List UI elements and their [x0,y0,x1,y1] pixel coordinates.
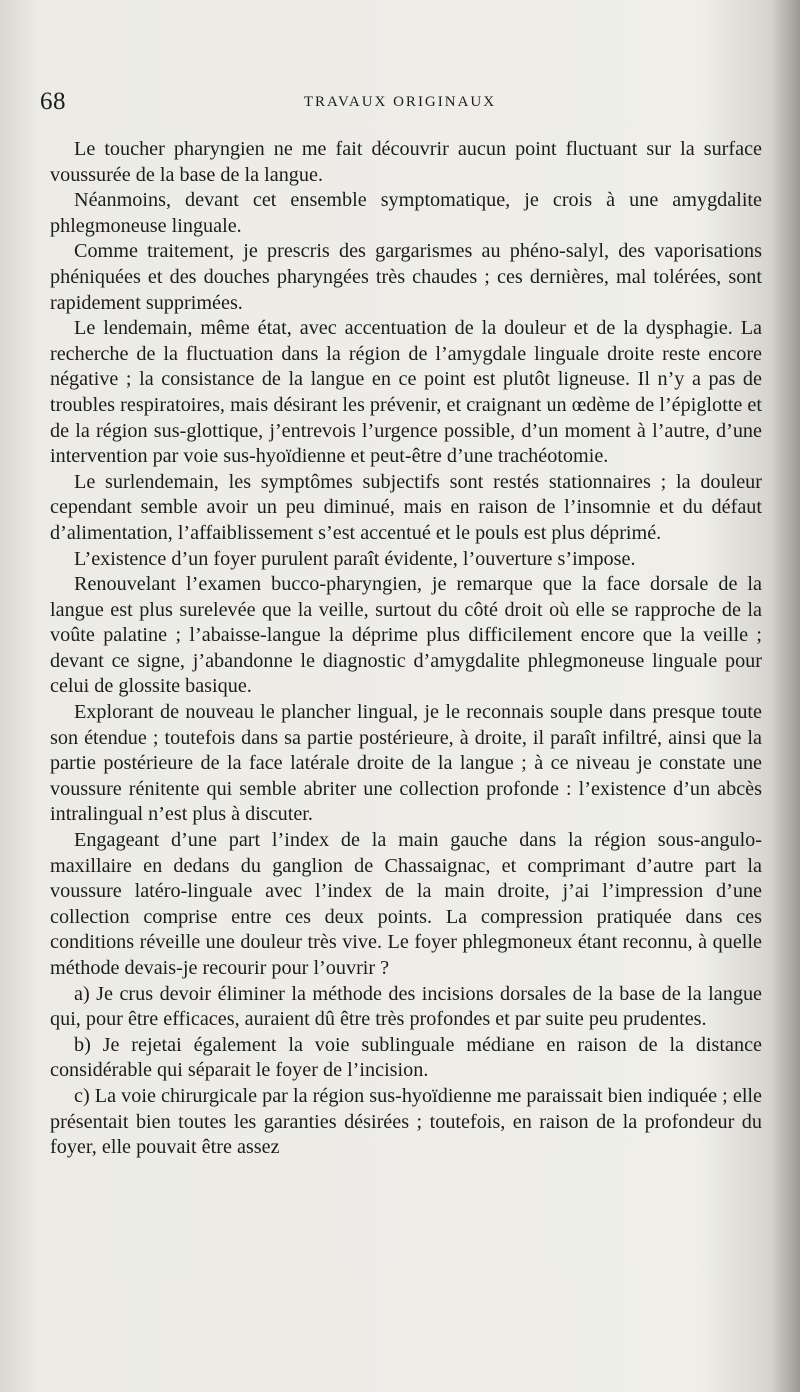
paragraph: Comme traitement, je prescris des gargarismes au phéno-salyl, des vaporisations phéniquées et des douches pharyngées très chaudes ; ces dernières, mal tolérées, sont rapidement supprimées. [50,240,762,314]
paragraph: Néanmoins, devant cet ensemble symptomatique, je crois à une amygdalite phlegmoneuse linguale. [50,189,762,237]
paragraph-item-b: b) Je rejetai également la voie sublinguale médiane en raison de la distance considérable qui séparait le foyer de l’incision. [50,1033,762,1082]
running-head: TRAVAUX ORIGINAUX [303,94,497,110]
paragraph-item-a: a) Je crus devoir éliminer la méthode des incisions dorsales de la base de la langue qui, pour être efficaces, auraient dû être très profondes et par suite peu prudentes. [50,982,762,1031]
page-number: 68 [40,88,66,115]
page-header [40,88,760,118]
paragraph-item-c: c) La voie chirurgicale par la région sus-hyoïdienne me paraissait bien indiquée ; elle présentait bien toutes les garanties désirées ; toutefois, en raison de la profondeur du foyer, elle pouvait être assez [50,1084,762,1159]
paragraph: Le surlendemain, les symptômes subjectifs sont restés stationnaires ; la douleur cependant semble avoir un peu diminué, mais en raison de l’insomnie et du défaut d’alimentation, l’affaiblissement s’est accentué et le pouls est plus déprimé. [50,470,762,544]
paragraph: Engageant d’une part l’index de la main gauche dans la région sous-angulo-maxillaire en dedans du ganglion de Chassaignac, et comprimant d’autre part la voussure latéro-linguale avec l’index de la main droite, j’ai l’impression d’une collection comprise entre ces deux points. La compression pratiquée dans ces conditions réveille une douleur très vive. Le foyer phlegmoneux étant reconnu, à quelle méthode devais-je recourir pour l’ouvrir ? [50,829,762,979]
paragraph: Renouvelant l’examen bucco-pharyngien, je remarque que la face dorsale de la langue est plus surelevée que la veille, surtout du côté droit où elle se rapproche de la voûte palatine ; l’abaisse-langue la déprime plus difficilement encore que la veille ; devant ce signe, j’abandonne le diagnostic d’amygdalite phlegmoneuse linguale pour celui de glossite basique. [50,573,762,698]
paragraph: Explorant de nouveau le plancher lingual, je le reconnais souple dans presque toute son étendue ; toutefois dans sa partie postérieure, à droite, il paraît infiltré, ainsi que la partie postérieure de la face latérale droite de la langue ; à ce niveau je constate une voussure rénitente qui semble abriter une collection profonde : l’existence d’un abcès intralingual n’est plus à discuter. [50,701,762,826]
paragraph: L’existence d’un foyer purulent paraît évidente, l’ouverture s’impose. [74,547,636,570]
paragraph: Le toucher pharyngien ne me fait découvrir aucun point fluctuant sur la surface voussurée de la base de la langue. [50,138,762,186]
paragraph: Le lendemain, même état, avec accentuation de la douleur et de la dysphagie. La recherche de la fluctuation dans la région de l’amygdale linguale droite reste encore négative ; la consistance de la langue en ce point est plutôt ligneuse. Il n’y a pas de troubles respiratoires, mais désirant les prévenir, et craignant un œdème de l’épiglotte et de la région sus-glottique, j’entrevois l’urgence possible, d’un moment à l’autre, d’une intervention par voie sus-hyoïdienne et peut-être d’une trachéotomie. [50,317,762,468]
body-text [50,137,762,1161]
